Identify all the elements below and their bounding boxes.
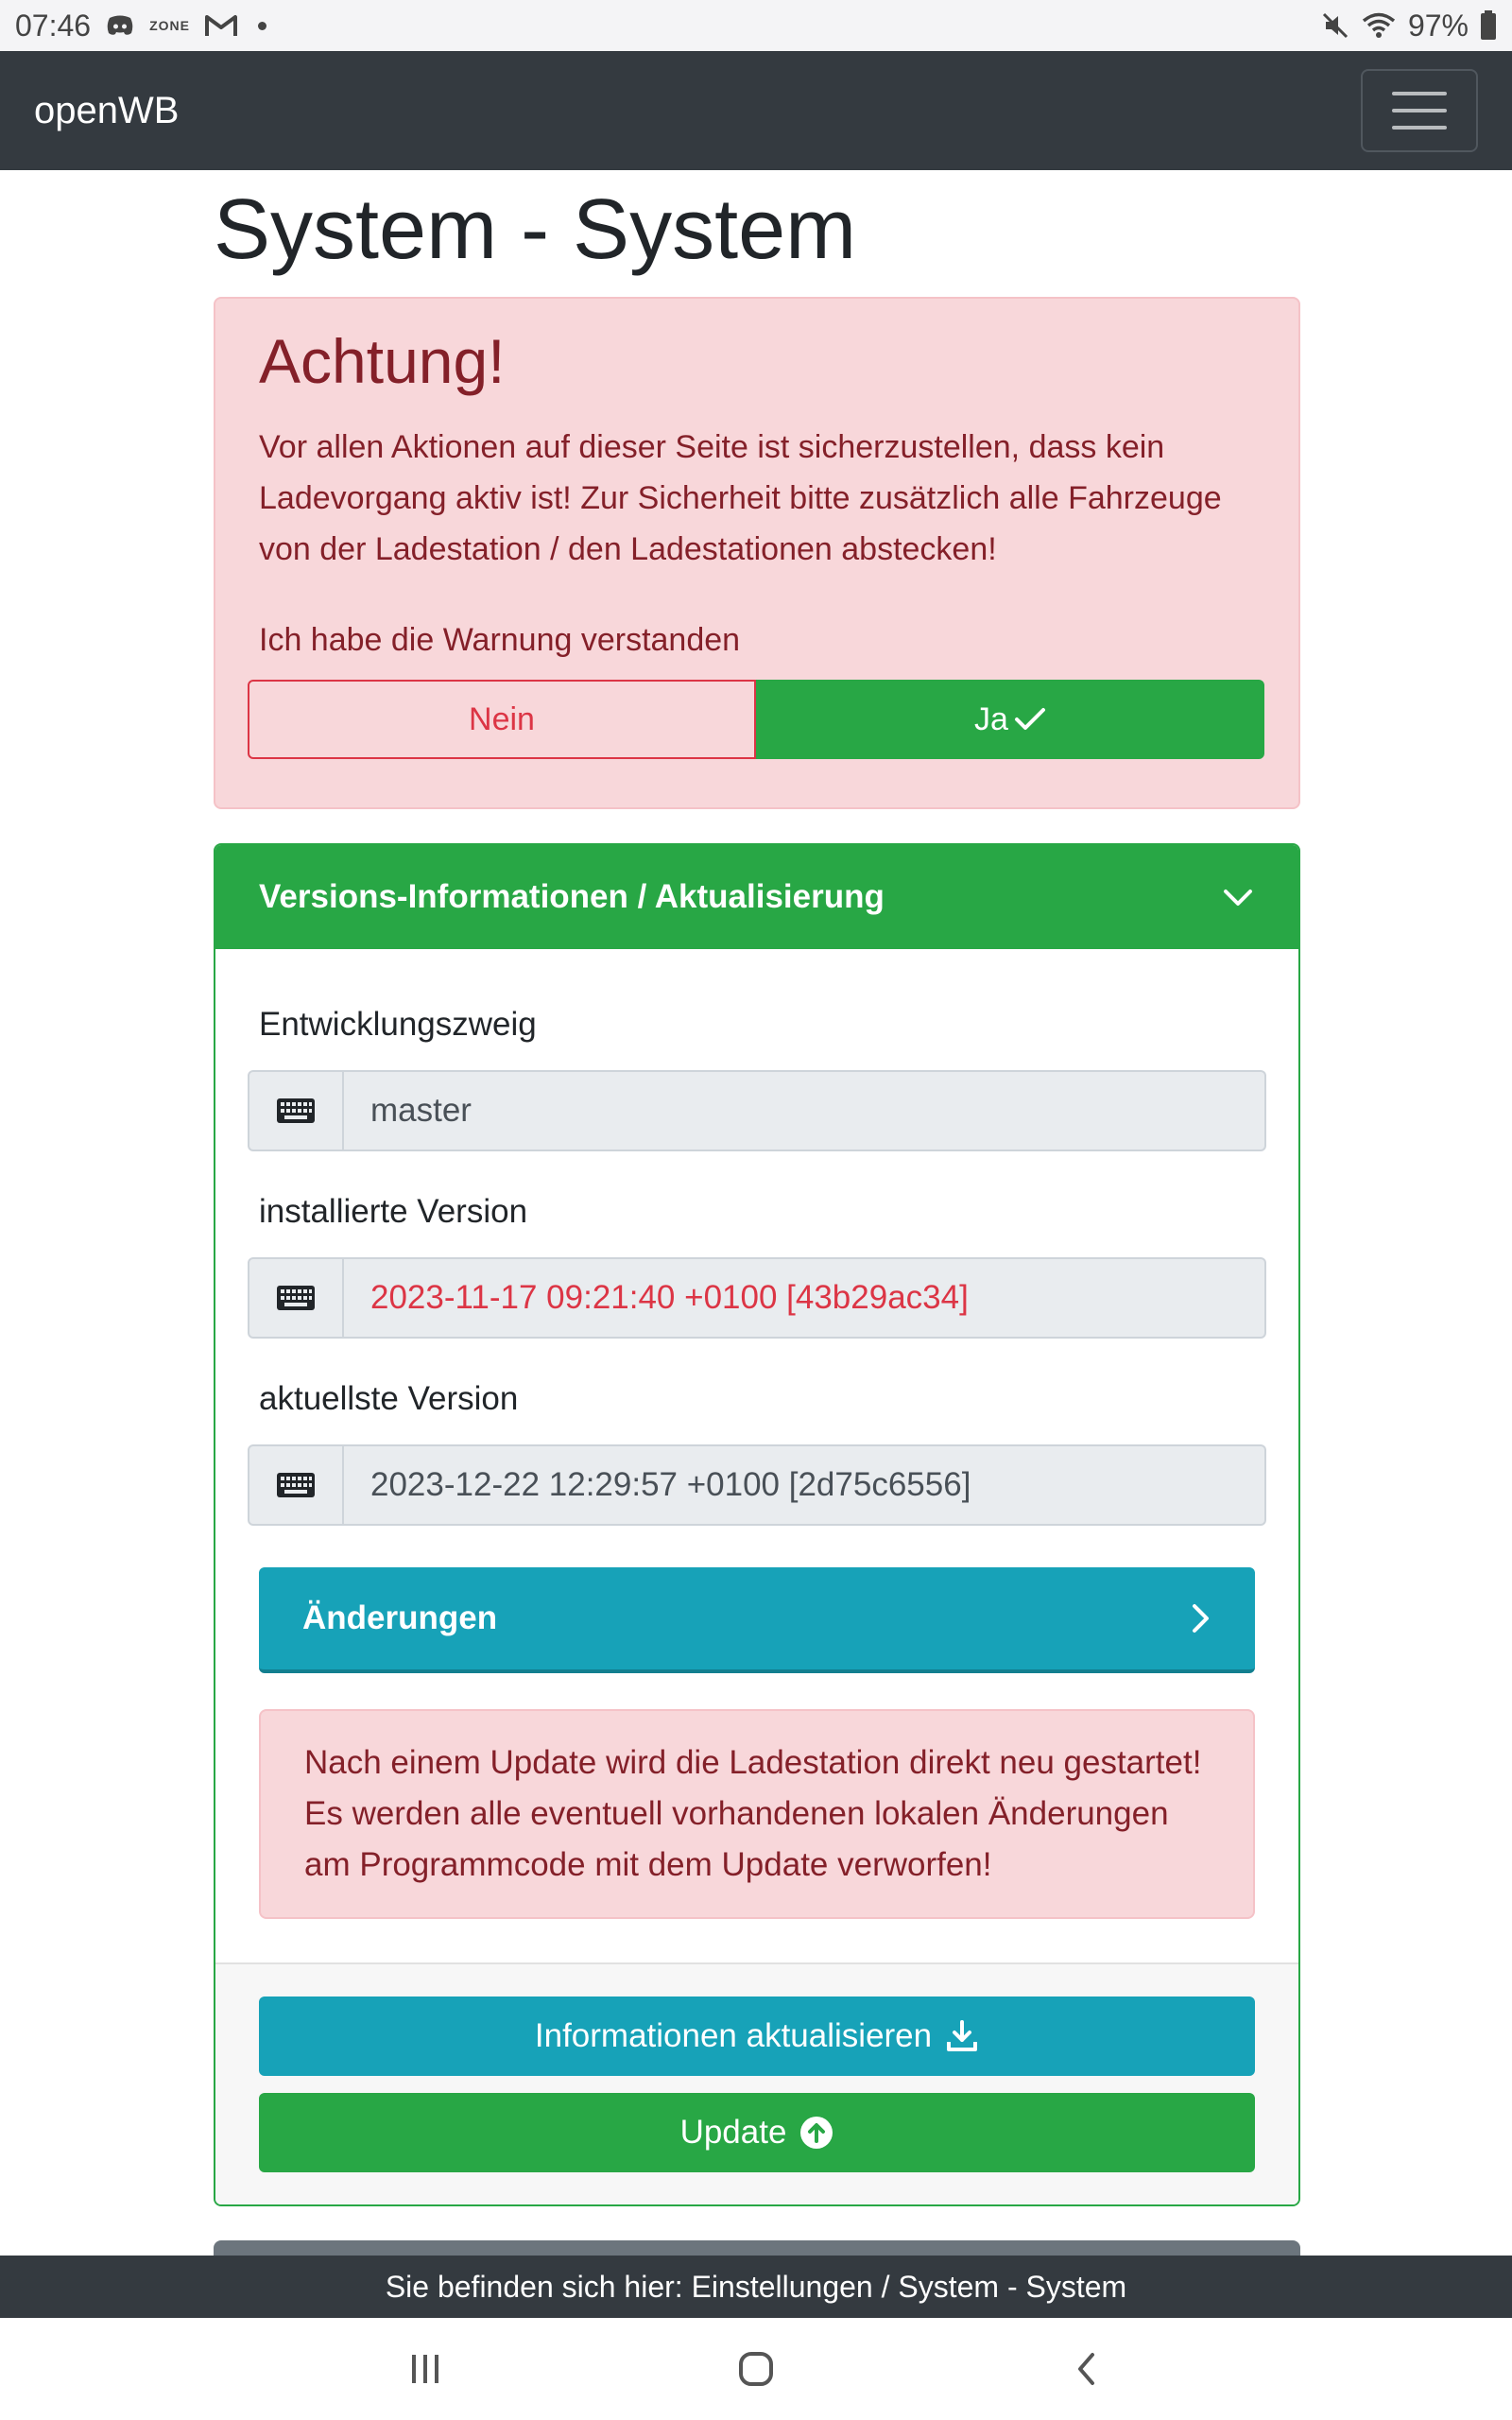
warning-confirm-toggle xyxy=(248,680,1264,759)
update-notice-text: Nach einem Update wird die Ladestation direkt neu gestartet! Es werden alle eventuell vorhandenen lokalen Änderungen am Programmcode mit dem Update verworfen! xyxy=(304,1744,1202,1883)
keyboard-icon xyxy=(248,1257,344,1339)
check-icon xyxy=(1014,705,1046,734)
android-nav-bar xyxy=(0,2318,1512,2420)
warning-alert xyxy=(214,297,1300,809)
version-card-header[interactable] xyxy=(215,845,1298,949)
refresh-info-button[interactable] xyxy=(259,1996,1255,2076)
page-title: System - System xyxy=(214,182,857,277)
keyboard-icon xyxy=(248,1444,344,1526)
discord-icon xyxy=(106,14,134,37)
back-button[interactable] xyxy=(921,2352,1252,2386)
hamburger-icon-line xyxy=(1392,109,1447,112)
nein-button[interactable] xyxy=(248,680,756,759)
battery-percent: 97% xyxy=(1407,8,1469,43)
update-button[interactable] xyxy=(259,2093,1255,2172)
update-notice-alert xyxy=(259,1709,1255,1919)
installed-version-label: installierte Version xyxy=(259,1193,528,1230)
zone-app-icon: ZONE xyxy=(149,18,190,33)
brand-logo[interactable]: openWB xyxy=(34,89,180,131)
chevron-down-icon xyxy=(1221,886,1255,908)
home-button[interactable] xyxy=(591,2352,921,2386)
chevron-right-icon xyxy=(1189,1601,1211,1635)
mute-icon xyxy=(1321,11,1349,40)
version-card-footer xyxy=(215,1962,1298,2204)
breadcrumb-text: Sie befinden sich hier: Einstellungen / System - System xyxy=(385,2269,1127,2304)
update-button-label: Update xyxy=(679,2114,787,2151)
warning-text: Vor allen Aktionen auf dieser Seite ist sicherzustellen, dass kein Ladevorgang aktiv ist! Zur Sicherheit bitte zusätzlich alle Fahrzeuge von der Ladestation / den Ladestationen abstecken! xyxy=(259,429,1222,567)
notification-dot-icon xyxy=(258,22,266,30)
changes-button-label: Änderungen xyxy=(302,1599,498,1636)
version-card-title: Versions-Informationen / Aktualisierung xyxy=(259,878,885,915)
hamburger-icon-line xyxy=(1392,126,1447,130)
version-card xyxy=(214,843,1300,2206)
branch-field: master xyxy=(344,1070,1266,1151)
branch-label: Entwicklungszweig xyxy=(259,1006,537,1043)
status-time: 07:46 xyxy=(15,8,92,43)
menu-toggle-button[interactable] xyxy=(1361,69,1478,152)
breadcrumb xyxy=(0,2256,1512,2318)
latest-version-label: aktuellste Version xyxy=(259,1380,519,1417)
warning-heading: Achtung! xyxy=(259,326,506,396)
recent-apps-button[interactable] xyxy=(260,2353,591,2385)
top-navbar xyxy=(0,51,1512,170)
wifi-icon xyxy=(1361,11,1397,40)
ja-button[interactable] xyxy=(756,680,1264,759)
changes-button[interactable] xyxy=(259,1567,1255,1673)
download-icon xyxy=(945,2019,979,2053)
refresh-info-button-label: Informationen aktualisieren xyxy=(534,2017,933,2054)
status-bar xyxy=(0,0,1512,51)
keyboard-icon xyxy=(248,1070,344,1151)
arrow-up-circle-icon xyxy=(799,2116,833,2150)
recent-apps-icon xyxy=(406,2353,444,2385)
home-icon xyxy=(737,2352,775,2386)
installed-version-field-group xyxy=(248,1257,1266,1339)
installed-version-field: 2023-11-17 09:21:40 +0100 [43b29ac34] xyxy=(344,1257,1266,1339)
battery-icon xyxy=(1480,10,1497,41)
main-content xyxy=(214,170,1300,2344)
warning-confirm-label: Ich habe die Warnung verstanden xyxy=(259,622,741,658)
branch-field-group xyxy=(248,1070,1266,1151)
ja-button-label: Ja xyxy=(974,700,1008,737)
nein-button-label: Nein xyxy=(469,700,535,737)
version-card-body xyxy=(215,949,1298,1962)
latest-version-field: 2023-12-22 12:29:57 +0100 [2d75c6556] xyxy=(344,1444,1266,1526)
back-icon xyxy=(1073,2352,1101,2386)
gmail-icon xyxy=(205,13,237,38)
hamburger-icon-line xyxy=(1392,92,1447,95)
latest-version-field-group xyxy=(248,1444,1266,1526)
